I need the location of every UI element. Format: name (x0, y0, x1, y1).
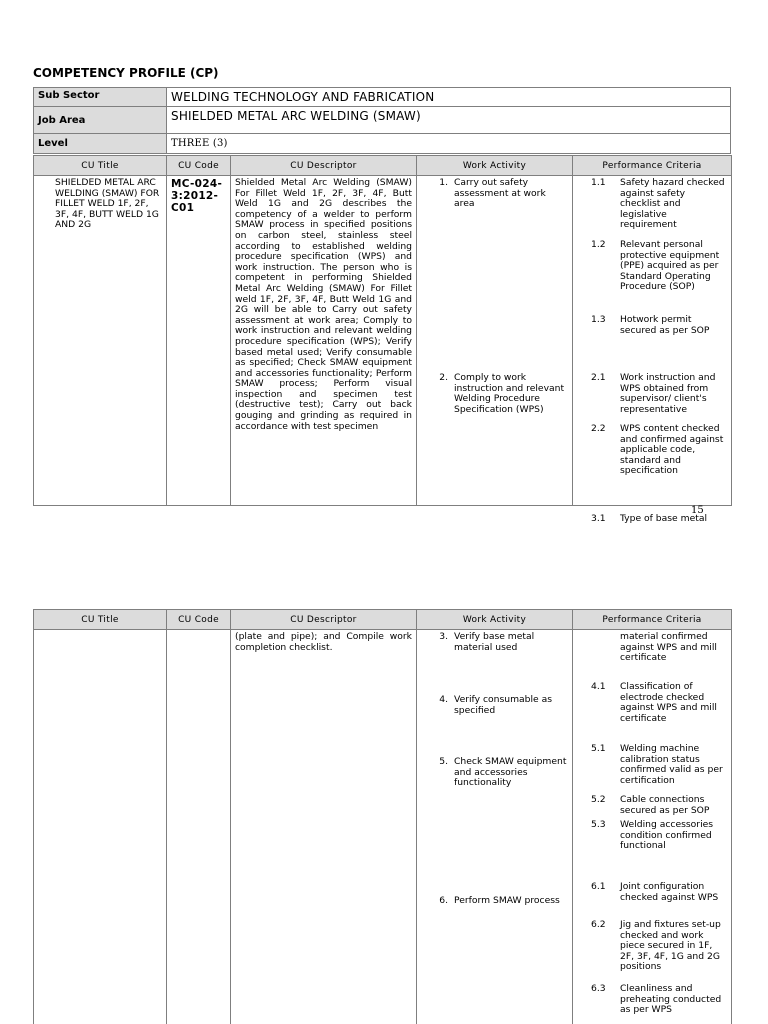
level-value: THREE (3) (167, 134, 731, 154)
table-row (34, 176, 732, 506)
level-label: Level (34, 134, 167, 154)
activity-item: 5. Check SMAW equipment and accessories functionality (439, 756, 567, 789)
activity-item: 4. Verify consumable as specified (439, 694, 553, 716)
criteria-item: material confirmed against WPS and mill certificate (620, 631, 717, 664)
criteria-item: 6.3 Cleanliness and preheating conducted as per WPS (591, 983, 722, 1016)
work-activity-cell (417, 630, 573, 1024)
criteria-item: 1.2 Relevant personal protective equipment (PPE) acquired as per Standard Operating Procedure (SOP) (591, 239, 720, 293)
job-area-value: SHIELDED METAL ARC WELDING (SMAW) (167, 107, 731, 134)
criteria-item: 6.2 Jig and fixtures set-up checked and work piece secured in 1F, 2F, 3F, 4F, 1G and 2G positions (591, 919, 721, 973)
criteria-item: 3.1 Type of base metal (591, 513, 708, 524)
activity-item: 6. Perform SMAW process (439, 895, 560, 906)
col-work-activity: Work Activity (417, 610, 573, 630)
col-cu-title: CU Title (34, 610, 167, 630)
sub-sector-label: Sub Sector (34, 88, 167, 107)
cu-descriptor-cell: (plate and pipe); and Compile work completion checklist. (231, 630, 417, 1024)
criteria-item: 5.1 Welding machine calibration status confirmed valid as per certification (591, 743, 723, 786)
cu-code-cell (167, 630, 231, 1024)
activity-item: 3. Verify base metal material used (439, 631, 535, 653)
cu-title-cell (34, 630, 167, 1024)
criteria-item: 2.2 WPS content checked and confirmed against applicable code, standard and specification (591, 423, 724, 477)
meta-row-sub-sector (34, 88, 731, 107)
activity-item: 2. Comply to work instruction and relevant Welding Procedure Specification (WPS) (439, 372, 565, 415)
criteria-item: 5.3 Welding accessories condition confirmed functional (591, 819, 714, 852)
work-activity-cell (417, 176, 573, 506)
col-cu-descriptor: CU Descriptor (231, 610, 417, 630)
competency-table-page-2 (33, 609, 732, 1024)
criteria-item: 4.1 Classification of electrode checked against WPS and mill certificate (591, 681, 717, 724)
criteria-item: 1.1 Safety hazard checked against safety checklist and legislative requirement (591, 177, 725, 231)
job-area-label: Job Area (34, 107, 167, 134)
sub-sector-value: WELDING TECHNOLOGY AND FABRICATION (167, 88, 731, 107)
col-performance-criteria: Performance Criteria (573, 610, 732, 630)
criteria-item: 5.2 Cable connections secured as per SOP (591, 794, 710, 816)
meta-row-level (34, 134, 731, 154)
col-cu-title: CU Title (34, 156, 167, 176)
meta-row-job-area (34, 107, 731, 134)
page-title: COMPETENCY PROFILE (CP) (33, 66, 219, 80)
col-cu-code: CU Code (167, 156, 231, 176)
criteria-item: 1.3 Hotwork permit secured as per SOP (591, 314, 710, 336)
performance-criteria-cell (573, 630, 732, 1024)
cu-descriptor-cell: Shielded Metal Arc Welding (SMAW) For Fillet Weld 1F, 2F, 3F, 4F, Butt Weld 1G and 2G describes the competency of a welder to perform SMAW process in specified positions on carbon steel, stainless steel according to established welding procedure specification (WPS) and work instruction. The person who is competent in performing Shielded Metal Arc Welding (SMAW) For Fillet weld 1F, 2F, 3F, 4F, Butt Weld 1G and 2G will be able to Carry out safety assessment at work area; Comply to work instruction and relevant welding procedure specification (WPS); Verify based metal used; Verify consumable as specified; Check SMAW equipment and accessories functionality; Perform SMAW process; Perform visual inspection and specimen test (destructive test); Carry out back gouging and grinding as required in accordance with test specimen (231, 176, 417, 506)
cu-title-cell: SHIELDED METAL ARC WELDING (SMAW) FOR FILLET WELD 1F, 2F, 3F, 4F, BUTT WELD 1G AND 2G (34, 176, 167, 506)
page-number: 15 (691, 505, 704, 516)
cu-code-cell: MC-024-3:2012-C01 (167, 176, 231, 506)
col-performance-criteria: Performance Criteria (573, 156, 732, 176)
col-cu-code: CU Code (167, 610, 231, 630)
table-row (34, 630, 732, 1024)
meta-table (33, 87, 731, 154)
criteria-item: 6.1 Joint configuration checked against WPS (591, 881, 719, 903)
header-row (34, 156, 732, 176)
header-row (34, 610, 732, 630)
activity-item: 1. Carry out safety assessment at work area (439, 177, 546, 210)
criteria-item: 2.1 Work instruction and WPS obtained from supervisor/ client's representative (591, 372, 716, 415)
col-work-activity: Work Activity (417, 156, 573, 176)
col-cu-descriptor: CU Descriptor (231, 156, 417, 176)
